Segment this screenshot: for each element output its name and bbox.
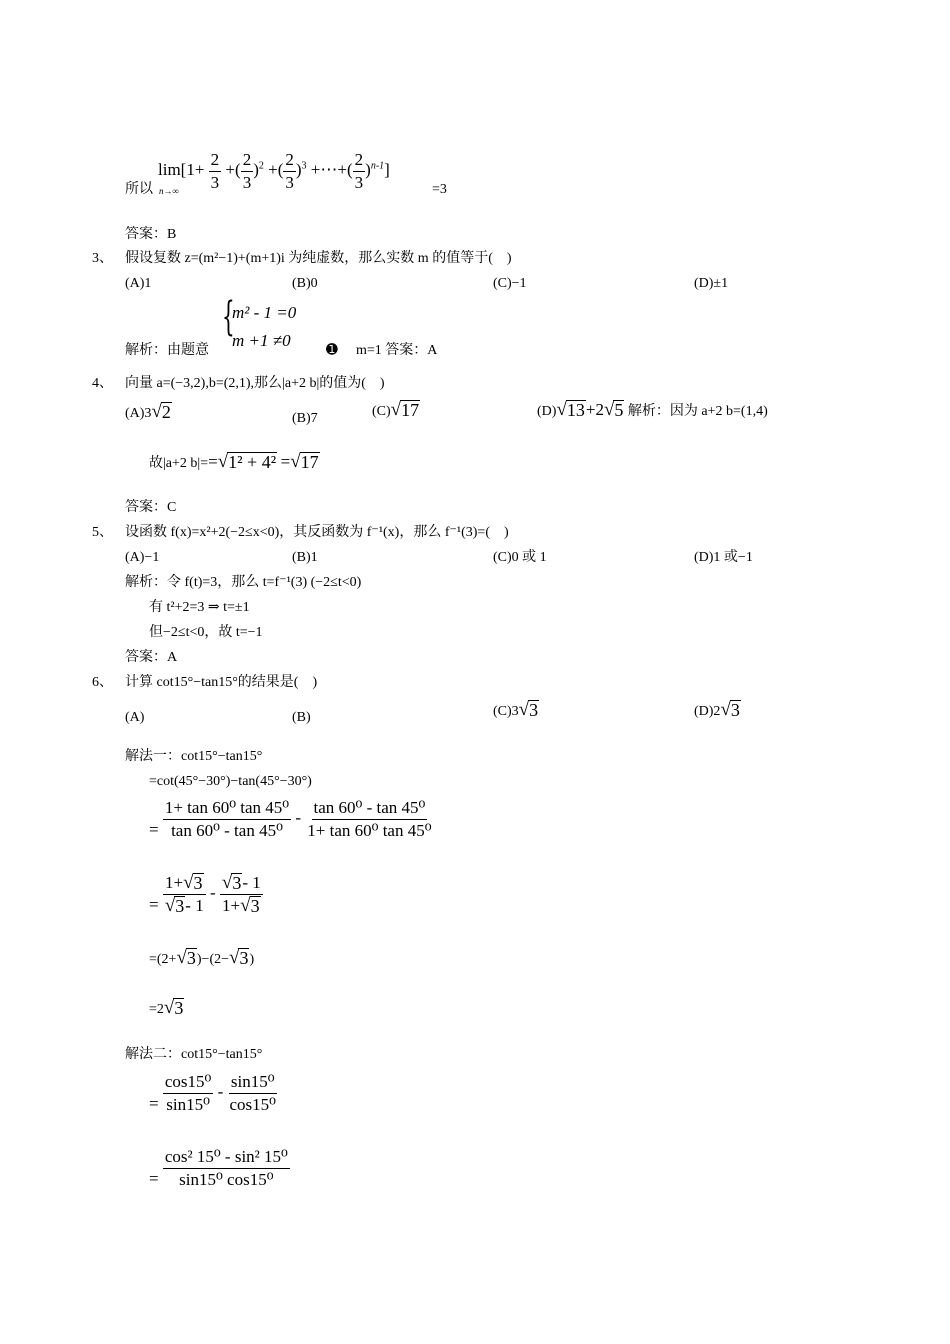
radical: √ 1² + 4² <box>217 451 277 472</box>
fraction: √ 3 - 1 1+ √ 3 <box>221 872 261 916</box>
option-a: (A)−1 <box>125 550 160 565</box>
question-stem: 计算 cot15°−tan15°的结果是( ) <box>125 675 318 690</box>
option-d: (D)1 或−1 <box>694 550 753 565</box>
limit-operator: lim[1+ <box>158 159 205 179</box>
radical: √ 17 <box>290 451 319 472</box>
analysis-label: 解析：由题意 <box>125 343 209 358</box>
radical: √ 3 <box>164 894 185 916</box>
fraction: $\frac{\text{sin15⁰}}{\text{cos15⁰}}$ <box>229 1072 276 1114</box>
analysis-result: m=1 答案：A <box>356 343 438 358</box>
fraction: $\frac{\text{cos² 15⁰ - sin² 15⁰}}{\text{sin15⁰ cos15⁰}}$ <box>164 1147 288 1189</box>
answer-line: 答案：C <box>125 500 177 515</box>
radical: √ 17 <box>390 399 420 420</box>
option-a: (A)3 √ 2 <box>125 401 171 422</box>
analysis-line: 有 t²+2=3 ⇒ t=±1 <box>149 600 250 615</box>
question-stem: 设函数 f(x)=x²+2(−2≤x<0)，其反函数为 f⁻¹(x)，那么 f⁻¹(3)=( ) <box>125 525 509 540</box>
question-number: 5、 <box>92 525 113 540</box>
option-b: (B)7 <box>292 411 318 426</box>
fraction: $\frac{\text{1+ tan 60⁰ tan 45⁰}}{\text{tan 60⁰ - tan 45⁰}}$ <box>164 798 290 840</box>
radical: √ 3 <box>221 872 242 893</box>
implies-icon: ➊ <box>326 343 338 358</box>
option-c: (C)3 √ 3 <box>493 699 539 720</box>
analysis-line: 解析：令 f(t)=3，那么 t=f⁻¹(3) (−2≤t<0) <box>125 575 362 590</box>
radical: √ 13 <box>556 399 585 420</box>
fraction: 1+ √ 3 √ 3 - 1 <box>164 872 204 916</box>
method-step: = $\frac{\text{cos² 15⁰ - sin² 15⁰}}{\text{sin15⁰ cos15⁰}}$ <box>149 1147 288 1189</box>
method-step: =2 √ 3 <box>149 997 184 1018</box>
method-step: = $\frac{\text{cos15⁰}}{\text{sin15⁰}}$ - $\frac{\text{sin15⁰}}{\text{cos15⁰}}$ <box>149 1072 276 1114</box>
radical: √ 2 <box>151 401 171 422</box>
radical: √ 5 <box>603 399 624 420</box>
limit-subscript: n→∞ <box>159 185 179 196</box>
system-brace: { <box>222 294 235 340</box>
answer-line: 答案：B <box>125 227 177 242</box>
magnitude-line: 故|a+2 b|== √ 1² + 4² = √ 17 <box>149 451 319 472</box>
question-stem: 向量 a=(−3,2),b=(2,1),那么|a+2 b|的值为( ) <box>125 376 385 391</box>
limit-result: =3 <box>432 182 447 197</box>
option-d: (D)2 √ 3 <box>694 699 740 720</box>
method-step: = 1+ √ 3 √ 3 - 1 - √ 3 - 1 1+ √ 3 <box>149 872 261 916</box>
method-title: 解法一：cot15°−tan15° <box>125 749 263 764</box>
radical: √ 3 <box>240 894 260 916</box>
equation-system-line: m² - 1 =0 <box>232 303 297 322</box>
fraction: $\frac{2}{3}$ <box>210 150 220 192</box>
fraction: $\frac{\text{cos15⁰}}{\text{sin15⁰}}$ <box>164 1072 212 1114</box>
radical: √ 3 <box>183 872 203 893</box>
option-d: (D)±1 <box>694 276 729 291</box>
question-number: 6、 <box>92 675 113 690</box>
method-title: 解法二：cot15°−tan15° <box>125 1047 263 1062</box>
method-step: = $\frac{\text{1+ tan 60⁰ tan 45⁰}}{\text{tan 60⁰ - tan 45⁰}}$ - $\frac{\text{tan 60⁰ - tan 45⁰}}{\text{1+ tan 60⁰ tan 45⁰}}$ <box>149 798 432 840</box>
option-c: (C)−1 <box>493 276 527 291</box>
question-stem: 假设复数 z=(m²−1)+(m+1)i 为纯虚数，那么实数 m 的值等于( ) <box>125 251 512 266</box>
fraction: $\frac{2}{3}$ <box>354 150 364 192</box>
fraction: $\frac{\text{tan 60⁰ - tan 45⁰}}{\text{1+ tan 60⁰ tan 45⁰}}$ <box>307 798 432 840</box>
radical: √ 3 <box>229 947 249 968</box>
option-c: (C) √ 17 <box>372 399 420 420</box>
radical: √ 3 <box>518 699 539 720</box>
limit-lead: 所以 <box>125 182 153 197</box>
method-step: =(2+ √ 3 )−(2− √ 3 ) <box>149 947 255 968</box>
option-a: (A)1 <box>125 276 152 291</box>
analysis-text: 解析：因为 a+2 b=(1,4) <box>627 404 768 419</box>
radical: √ 3 <box>176 947 196 968</box>
limit-expression: lim[1+ n→∞ $\frac{2}{3}$ +( $\frac{2}{3}$ )$^2$ +( $\frac{2}{3}$ )$^3$ +⋯+( $\frac{2}{3}$ )$^{n-1}$] <box>158 150 390 196</box>
fraction: $\frac{2}{3}$ <box>242 150 252 192</box>
option-b: (B)1 <box>292 550 318 565</box>
option-b: (B) <box>292 710 311 725</box>
question-number: 4、 <box>92 376 113 391</box>
option-a: (A) <box>125 710 145 725</box>
equation-system-line: m +1 ≠0 <box>232 331 291 350</box>
answer-line: 答案：A <box>125 650 178 665</box>
option-c: (C)0 或 1 <box>493 550 547 565</box>
option-b: (B)0 <box>292 276 318 291</box>
question-number: 3、 <box>92 251 113 266</box>
analysis-line: 但−2≤t<0，故 t=−1 <box>149 625 263 640</box>
radical: √ 3 <box>720 699 740 720</box>
method-step: =cot(45°−30°)−tan(45°−30°) <box>149 774 312 789</box>
fraction: $\frac{2}{3}$ <box>285 150 294 192</box>
option-d: (D) √ 13 +2 √ 5 解析：因为 a+2 b=(1,4) <box>537 399 768 420</box>
radical: √ 3 <box>163 997 184 1018</box>
